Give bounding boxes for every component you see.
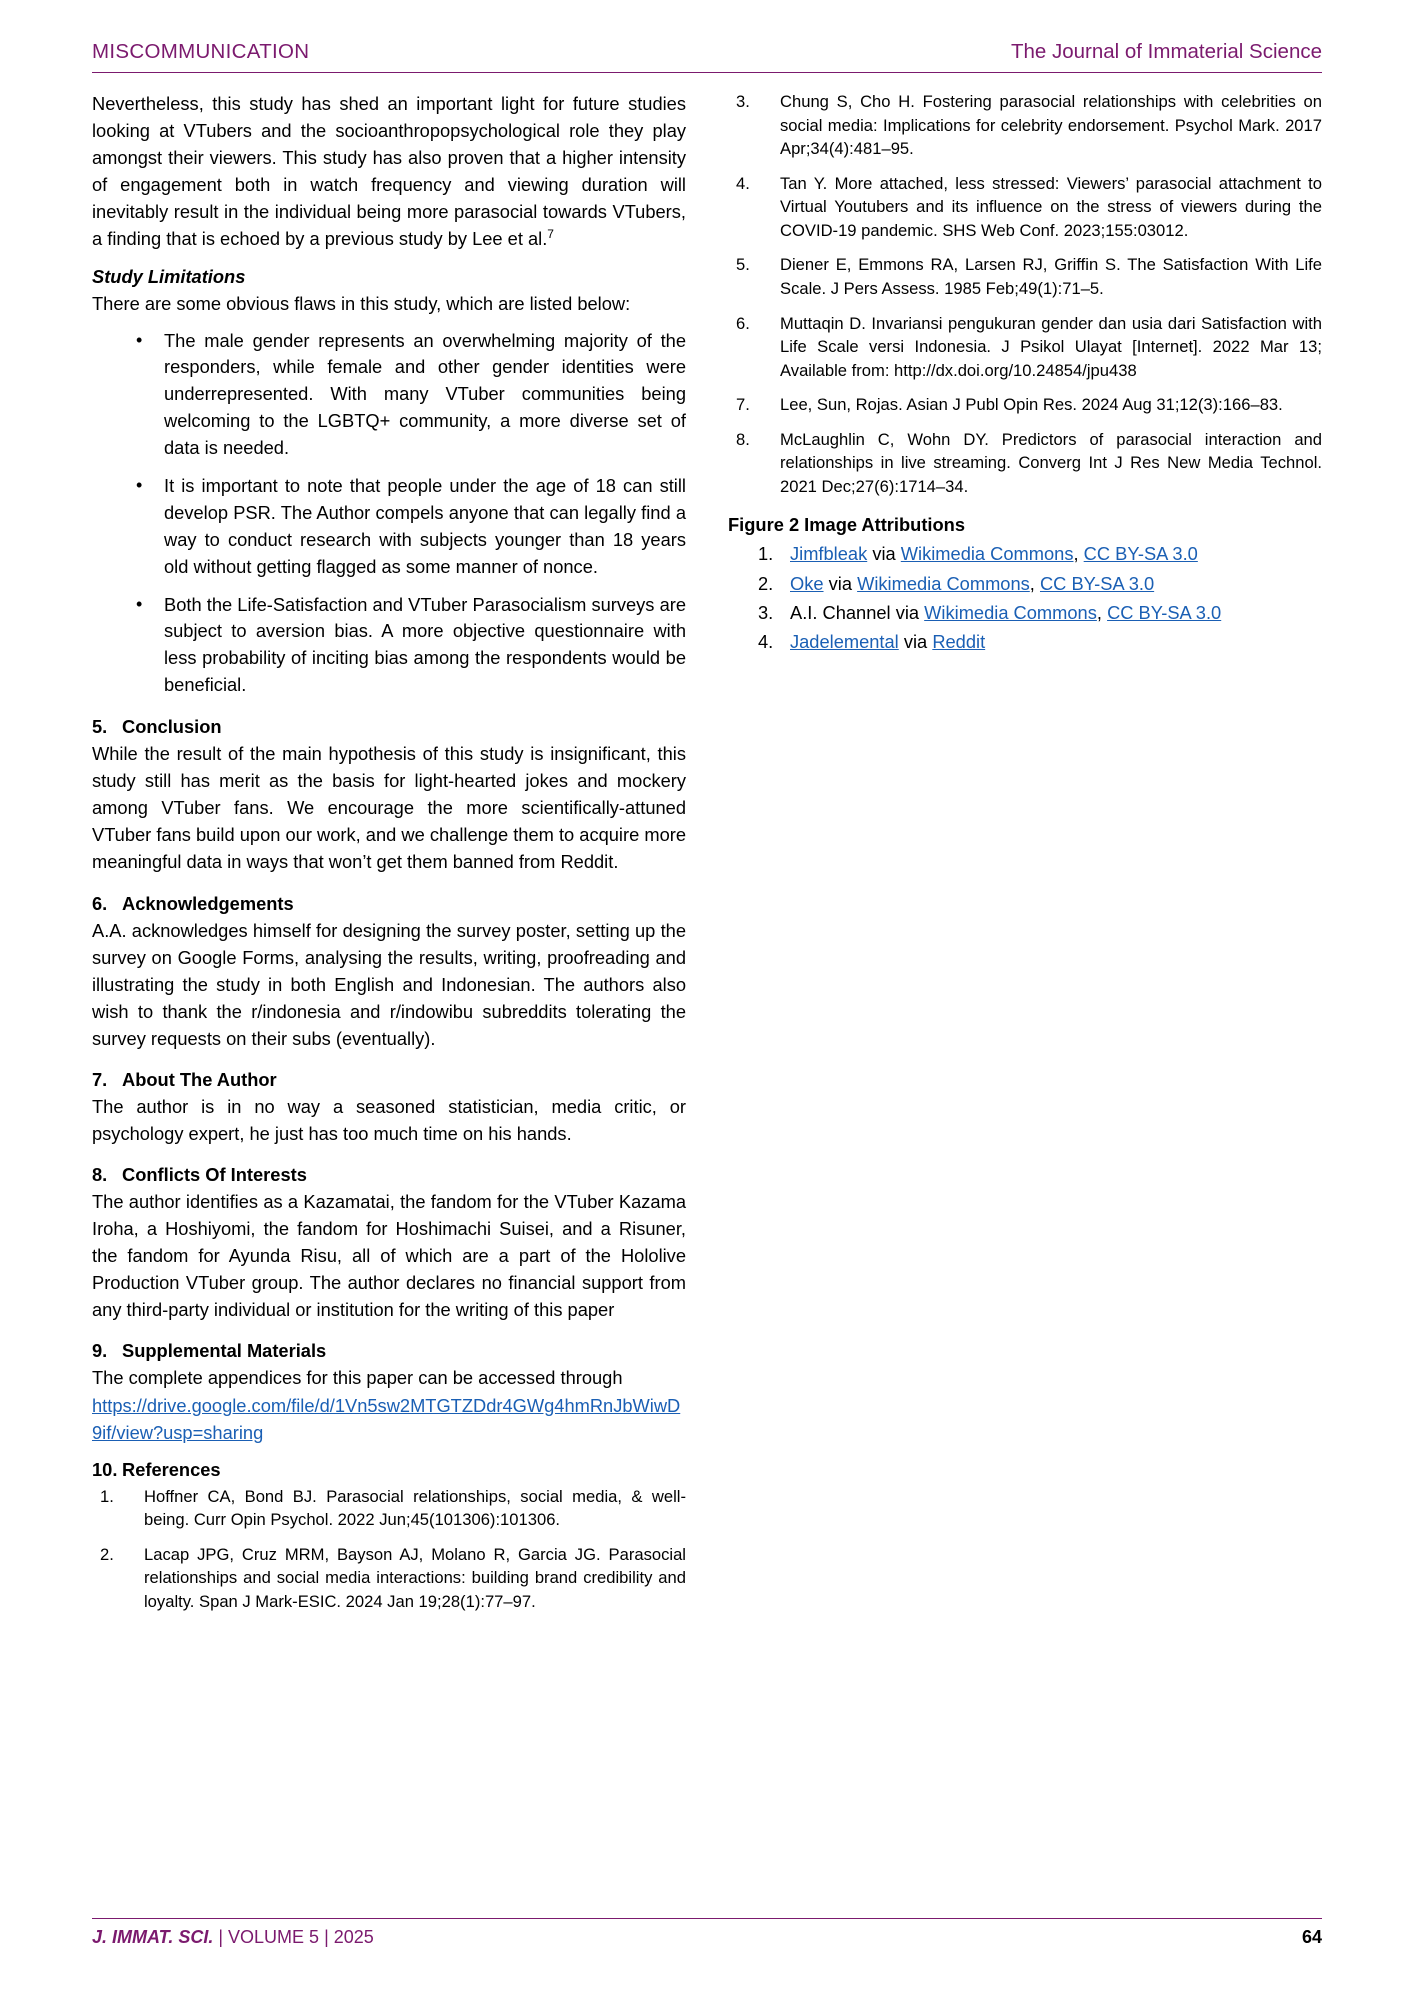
- attribution-author-link[interactable]: Jadelemental: [790, 631, 899, 653]
- reference-number: 6.: [736, 313, 750, 333]
- list-item: [728, 90, 1322, 161]
- attribution-number: 2.: [758, 572, 774, 594]
- reference-text: Muttaqin D. Invariansi pengukuran gender dan usia dari Satisfaction with Life Scale versi Indonesia. J Psikol Ulayat [Internet]. 2022 Mar 13; Available from: http://dx.doi.org/10.24854/jpu438: [780, 313, 1322, 380]
- section-title: References: [122, 1458, 221, 1480]
- list-item: • It is important to note that people under the age of 18 can still develop PSR. The Author compels anyone that can legally find a way to conduct research with subjects younger than 18 years old without getting flagged as some manner of nonce.: [92, 473, 686, 581]
- attribution-number: 3.: [758, 601, 774, 623]
- attribution-source-link[interactable]: Reddit: [932, 631, 986, 653]
- supplemental-materials-link[interactable]: https://drive.google.com/file/d/1Vn5sw2MTGTZDdr4GWg4hmRnJbWiwD9if/view?usp=sharing: [92, 1394, 681, 1443]
- section-title: Supplemental Materials: [122, 1340, 327, 1362]
- attribution-source-link[interactable]: Wikimedia Commons: [857, 572, 1030, 594]
- reference-number: 4.: [736, 173, 750, 193]
- page-footer: [92, 1918, 1322, 1948]
- section-body-conclusion: While the result of the main hypothesis of this study is insignificant, this study still has merit as the basis for light-hearted jokes and mockery among VTuber fans. We encourage the more scientifically-attuned VTuber fans build upon our work, and we challenge them to acquire more meaningful data in ways that won’t get them banned from Reddit.: [92, 743, 686, 873]
- reference-text: Tan Y. More attached, less stressed: Viewers’ parasocial attachment to Virtual Youtubers and its influence on the stress of viewers during the COVID-19 pandemic. SHS Web Conf. 2023;155:03012.: [780, 173, 1322, 240]
- section-number: 5.: [92, 716, 108, 738]
- attribution-author-link[interactable]: Oke: [790, 572, 824, 594]
- page-number: 64: [1301, 1927, 1322, 1947]
- attribution-via: via: [872, 543, 896, 565]
- list-item: [728, 599, 1322, 626]
- reference-text: Diener E, Emmons RA, Larsen RJ, Griffin S. The Satisfaction With Life Scale. J Pers Assess. 1985 Feb;49(1):71–5.: [780, 255, 1322, 298]
- section-title: Conflicts Of Interests: [122, 1164, 307, 1186]
- attribution-via: via: [903, 631, 928, 653]
- reference-number: 2.: [100, 1544, 114, 1564]
- references-list-left: [92, 1485, 686, 1614]
- right-column: [728, 90, 1322, 1625]
- header-section-title: MISCOMMUNICATION: [92, 40, 310, 63]
- footer-journal-info: [92, 1927, 374, 1948]
- header-journal-title: The Journal of Immaterial Science: [1010, 40, 1322, 63]
- section-title: Acknowledgements: [122, 892, 294, 914]
- section-body-conflicts-of-interests: The author identifies as a Kazamatai, the fandom for the VTuber Kazama Iroha, a Hoshiyomi, the fandom for Hoshimachi Suisei, and a Risuner, the fandom for Ayunda Risu, all of which are a part of the Hololive Production VTuber group. The author declares no financial support from any third-party individual or institution for the writing of this paper: [92, 1191, 686, 1321]
- list-item: [728, 540, 1322, 567]
- attribution-number: 1.: [758, 543, 774, 565]
- reference-number: 5.: [736, 255, 750, 275]
- attribution-license-link[interactable]: CC BY-SA 3.0: [1107, 601, 1222, 623]
- attribution-source-link[interactable]: Wikimedia Commons: [900, 543, 1074, 565]
- section-number: 6.: [92, 892, 108, 914]
- reference-text: Hoffner CA, Bond BJ. Parasocial relationships, social media, & well-being. Curr Opin Psychol. 2022 Jun;45(101306):101306.: [144, 1486, 686, 1530]
- figure-attributions-heading: Figure 2 Image Attributions: [728, 514, 965, 536]
- attribution-separator: ,: [1073, 543, 1079, 565]
- references-list-right: [728, 90, 1322, 498]
- page-header: [92, 40, 1322, 73]
- attribution-number: 4.: [758, 631, 774, 653]
- section-number: 7.: [92, 1068, 108, 1090]
- reference-text: Lee, Sun, Rojas. Asian J Publ Opin Res. 2024 Aug 31;12(3):166–83.: [780, 395, 1283, 415]
- left-column: [92, 90, 686, 1625]
- section-heading-conclusion: [92, 716, 686, 738]
- attribution-separator: ,: [1096, 601, 1102, 623]
- footer-volume: | VOLUME 5 | 2025: [218, 1927, 374, 1947]
- list-item: [728, 312, 1322, 383]
- list-item: • The male gender represents an overwhelming majority of the responders, while female and other gender identities were underrepresented. With many VTuber communities being welcoming to the LGBTQ+ community, a more diverse set of data is needed.: [92, 328, 686, 462]
- reference-text: Chung S, Cho H. Fostering parasocial relationships with celebrities on social media: Implications for celebrity endorsement. Psychol Mark. 2017 Apr;34(4):481–95.: [780, 92, 1322, 159]
- section-title: About The Author: [122, 1068, 277, 1090]
- reference-number: 8.: [736, 429, 750, 449]
- section-heading-conflicts-of-interests: [92, 1164, 686, 1186]
- section-body-about-the-author: The author is in no way a seasoned statistician, media critic, or psychology expert, he just has too much time on his hands.: [92, 1095, 686, 1144]
- supplemental-link-wrap: [92, 1392, 686, 1446]
- intro-paragraph-text: Nevertheless, this study has shed an important light for future studies looking at VTubers and the socioanthropopsychological role they play amongst their viewers. This study has also proven that a higher intensity of engagement both in watch frequency and viewing duration will inevitably result in the individual being more parasocial towards VTubers, a finding that is echoed by a previous study by Lee et al.: [92, 93, 686, 250]
- list-item: [728, 253, 1322, 300]
- attribution-separator: ,: [1029, 572, 1035, 594]
- section-number: 8.: [92, 1164, 108, 1186]
- list-item: [728, 628, 1322, 655]
- intro-paragraph: [92, 90, 686, 252]
- section-heading-references: [92, 1459, 686, 1481]
- list-item: [728, 393, 1322, 417]
- section-body-supplemental-materials: The complete appendices for this paper can be accessed through: [92, 1367, 623, 1389]
- reference-number: 1.: [100, 1486, 114, 1506]
- section-heading-about-the-author: [92, 1069, 686, 1091]
- attribution-source-link[interactable]: Wikimedia Commons: [924, 601, 1097, 623]
- section-number: 10.: [92, 1458, 118, 1480]
- page-content: [92, 40, 1322, 1625]
- attribution-via: via: [895, 601, 920, 623]
- list-item: [92, 1543, 686, 1614]
- list-item: [92, 1485, 686, 1532]
- section-heading-acknowledgements: [92, 893, 686, 915]
- attribution-via: via: [828, 572, 852, 594]
- list-item: [728, 428, 1322, 499]
- intro-citation-superscript: 7: [547, 227, 554, 242]
- section-body-acknowledgements: A.A. acknowledges himself for designing the survey poster, setting up the survey on Google Forms, analysing the results, writing, proofreading and illustrating the study in both English and Indonesian. The authors also wish to thank the r/indonesia and r/indowibu subreddits tolerating the survey requests on their subs (eventually).: [92, 919, 686, 1049]
- section-title: Conclusion: [122, 716, 222, 738]
- attribution-author-text: A.I. Channel: [790, 601, 891, 623]
- attribution-author-link[interactable]: Jimfbleak: [790, 543, 868, 565]
- attribution-license-link[interactable]: CC BY-SA 3.0: [1083, 543, 1198, 565]
- attribution-license-link[interactable]: CC BY-SA 3.0: [1039, 572, 1155, 594]
- reference-number: 3.: [736, 92, 750, 111]
- study-limitations-lead: There are some obvious flaws in this study, which are listed below:: [92, 293, 631, 315]
- list-item: [728, 570, 1322, 597]
- list-item: [728, 172, 1322, 243]
- two-column-body: [92, 90, 1322, 1625]
- reference-text: Lacap JPG, Cruz MRM, Bayson AJ, Molano R, Garcia JG. Parasocial relationships and social media interactions: building brand credibility and loyalty. Span J Mark-ESIC. 2024 Jan 19;28(1):77–97.: [144, 1544, 686, 1611]
- section-number: 9.: [92, 1340, 108, 1362]
- list-item: • Both the Life-Satisfaction and VTuber Parasocialism surveys are subject to aversion bias. A more objective questionnaire with less probability of inciting bias among the respondents would be beneficial.: [92, 592, 686, 700]
- study-limitations-heading: Study Limitations: [92, 266, 246, 288]
- section-heading-supplemental-materials: [92, 1340, 686, 1362]
- footer-journal-abbrev: J. IMMAT. SCI.: [92, 1927, 214, 1947]
- reference-text: McLaughlin C, Wohn DY. Predictors of parasocial interaction and relationships in live streaming. Converg Int J Res New Media Technol. 2021 Dec;27(6):1714–34.: [780, 429, 1322, 496]
- reference-number: 7.: [736, 395, 750, 415]
- limitations-list: [92, 328, 686, 700]
- figure-attributions-list: [728, 540, 1322, 655]
